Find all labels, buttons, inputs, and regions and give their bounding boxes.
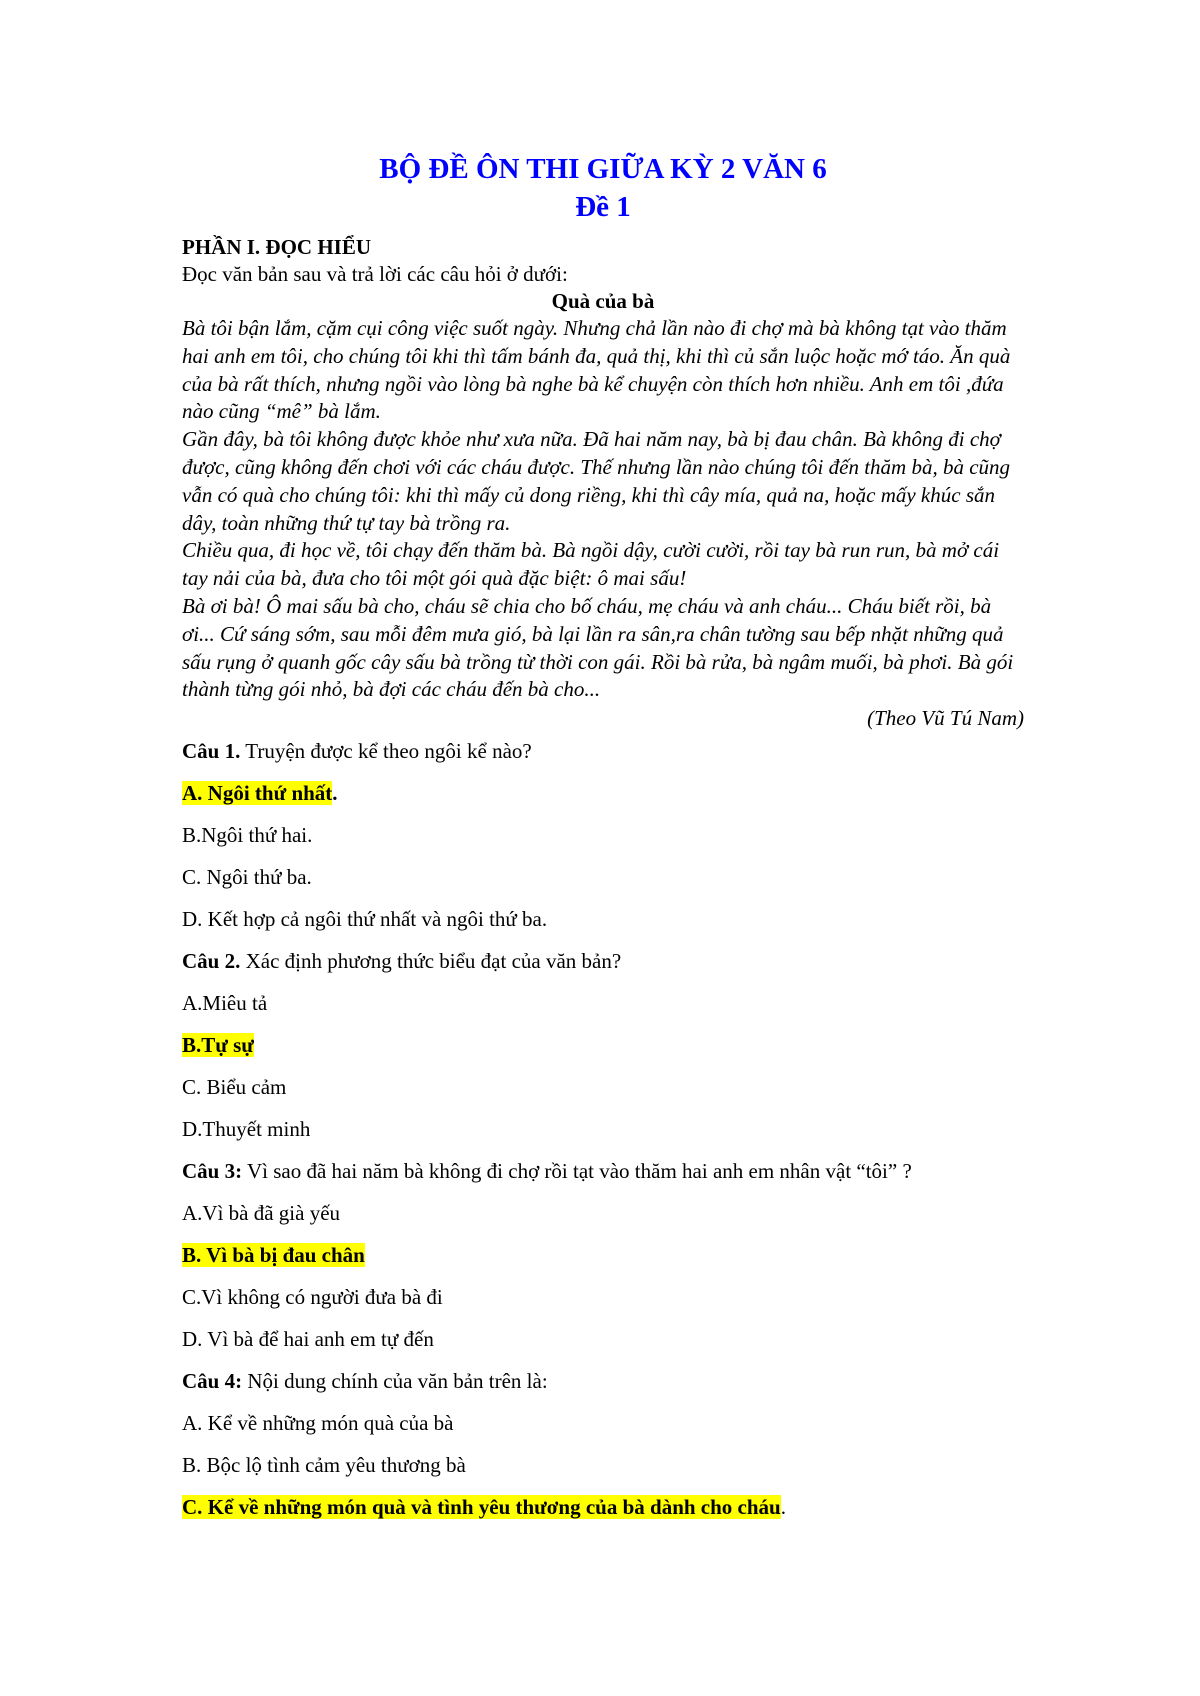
question-label: Câu 1. [182,739,241,764]
story-title: Quà của bà [551,289,655,313]
question-4 [182,1368,1024,1395]
answer-option: C. Kể về những món quà và tình yêu thương của bà dành cho cháu. [182,1495,786,1520]
question-label: Câu 4: [182,1369,243,1394]
answer-option: A.Vì bà đã già yếu [182,1201,341,1226]
answer-option [182,1242,1024,1269]
answer-option: A.Miêu tả [182,991,268,1016]
answer-option: B. Bộc lộ tình cảm yêu thương bà [182,1453,466,1478]
question-text: Xác định phương thức biểu đạt của văn bản? [240,949,622,974]
answer-option: D.Thuyết minh [182,1117,311,1142]
passage-source: (Theo Vũ Tú Nam) [867,706,1024,731]
question-3 [182,1158,1024,1185]
correct-answer-highlight: A. Ngôi thứ nhất [182,781,333,806]
passage-paragraph: Bà ơi bà! Ô mai sấu bà cho, cháu sẽ chia cho bố cháu, mẹ cháu và anh cháu... Cháu biết rồi, bà ơi... Cứ sáng sớm, sau mỗi đêm mưa gió, bà lại lần ra sân,ra chân tường sau bếp nhặt những quả sấu rụng ở quanh gốc cây sấu bà trồng từ thời con gái. Rồi bà rửa, bà ngâm muối, bà phơi. Bà gói thành từng gói nhỏ, bà đợi các cháu đến bà cho... [182,593,1014,702]
question-1 [182,738,1024,765]
correct-answer-highlight: C. Kể về những món quà và tình yêu thương của bà dành cho cháu [182,1495,781,1520]
exam-number: Đề 1 [575,191,631,223]
question-label: Câu 2. [182,949,241,974]
document-title: BỘ ĐỀ ÔN THI GIỮA KỲ 2 VĂN 6 [379,153,827,185]
answer-option: C. Ngôi thứ ba. [182,865,312,890]
correct-answer-highlight: B.Tự sự [182,1033,254,1058]
answer-option: D. Kết hợp cả ngôi thứ nhất và ngôi thứ ba. [182,907,548,932]
answer-option: A. Ngôi thứ nhất. [182,781,338,806]
answer-option: D. Vì bà để hai anh em tự đến [182,1327,434,1352]
correct-answer-highlight: B. Vì bà bị đau chân [182,1243,365,1268]
reading-passage [182,315,1024,704]
question-list [182,738,1024,1521]
question-text: Truyện được kể theo ngôi kể nào? [240,739,532,764]
question-2 [182,948,1024,975]
question-text: Vì sao đã hai năm bà không đi chợ rồi tạt vào thăm hai anh em nhân vật “tôi” ? [242,1159,912,1184]
answer-option [182,1032,1024,1059]
instruction-text: Đọc văn bản sau và trả lời các câu hỏi ở dưới: [182,262,568,286]
answer-option: C.Vì không có người đưa bà đi [182,1285,443,1310]
passage-paragraph: Bà tôi bận lắm, cặm cụi công việc suốt ngày. Nhưng chả lần nào đi chợ mà bà không tạt vào thăm hai anh em tôi, cho chúng tôi khi thì tấm bánh đa, quả thị, khi thì củ sắn luộc hoặc mớ táo. Ăn quà của bà rất thích, nhưng ngồi vào lòng bà nghe bà kể chuyện còn thích hơn nhiều. Anh em tôi ,đứa nào cũng “mê” bà lắm. [182,316,1011,424]
answer-option: A. Kể về những món quà của bà [182,1411,454,1436]
answer-option: C. Biểu cảm [182,1075,287,1100]
section-heading: PHẦN I. ĐỌC HIỂU [182,235,372,259]
answer-option: B.Ngôi thứ hai. [182,823,313,848]
passage-paragraph: Gần đây, bà tôi không được khỏe như xưa nữa. Đã hai năm nay, bà bị đau chân. Bà không đi chợ được, cũng không đến chơi với các cháu được. Thế nhưng lần nào chúng tôi đến thăm bà, bà cũng vẫn có quà cho chúng tôi: khi thì mấy củ dong riềng, khi thì cây mía, quả na, hoặc mấy khúc sắn dây, toàn những thứ tự tay bà trồng ra. [182,427,1011,535]
document-content [182,150,1024,1536]
passage-paragraph: Chiều qua, đi học về, tôi chạy đến thăm bà. Bà ngồi dậy, cười cười, rồi tay bà run run, bà mở cái tay nải của bà, đưa cho tôi một gói quà đặc biệt: ô mai sấu! [182,538,1000,591]
question-label: Câu 3: [182,1159,243,1184]
question-text: Nội dung chính của văn bản trên là: [242,1369,548,1394]
